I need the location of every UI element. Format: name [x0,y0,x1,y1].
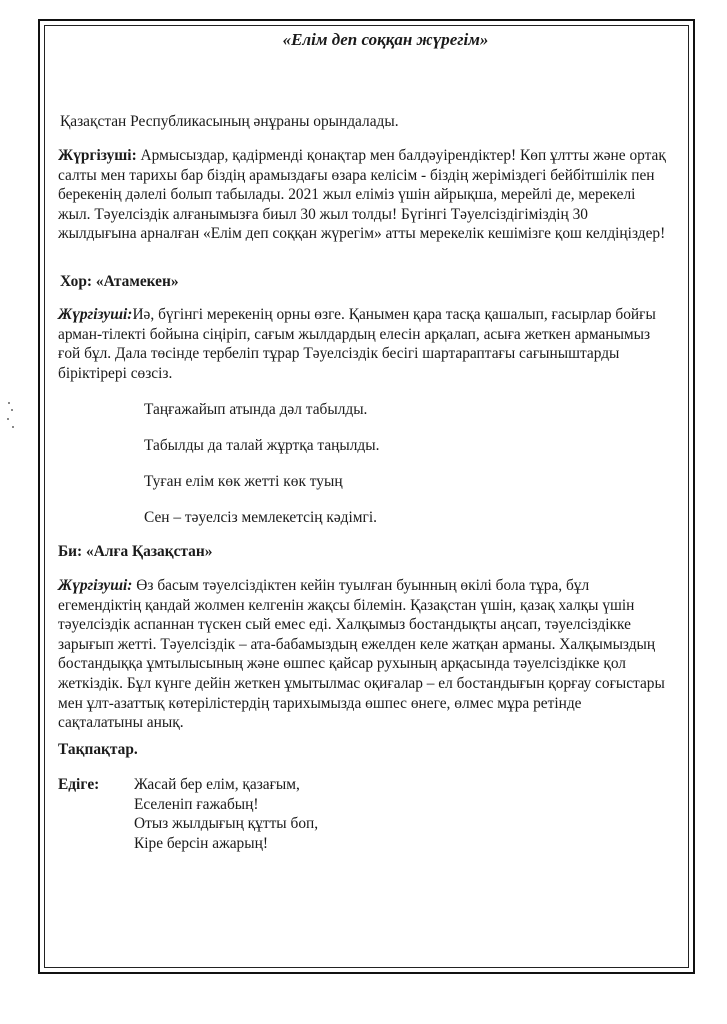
document-body [58,30,673,852]
verse-line: Туған елім көк жетті көк туың [144,473,343,490]
document-title: «Елім деп соққан жүрегім» [282,30,489,49]
speech-text: Иә, бүгінгі мерекенің орны өзге. Қанымен қара тасқа қашалып, ғасырлар бойғы арман-тілекті бойына сіңіріп, сағым жылдардың елесін арқалап, асыға жеткен арманымыз ғой бұл. Дала төсінде тербеліп тұрар Тәуелсіздік бесігі шартараптағы сағыныштарды біріктірері сөзсіз. [58,306,656,382]
poem-speaker-label: Едігe: [58,776,100,793]
poem-line: Кіре берсін ажарың! [134,834,268,852]
verse-line: Сен – тәуелсіз мемлекетсің кәдімгі. [144,509,377,526]
speaker-label: Жүргізуші: [58,147,137,164]
choir-label: Хор: «Атамекен» [60,273,179,290]
taqpaq-heading: Тақпақтар. [58,741,138,758]
scan-margin-marks [6,400,16,440]
speaker-label: Жүргізуші: [58,577,133,594]
poem-line: Отыз жылдығың құтты боп, [134,815,319,833]
speech-2 [58,305,668,383]
speech-text: Өз басым тәуелсіздіктен кейін туылған буынның өкілі бола тұра, бұл егемендіктің қандай жолмен келгенін жақсы білемін. Қазақстан үшін, қазақ халқы үшін тәуелсіздік аспаннан түскен сый емес еді. Халқымыз бостандықты аңсап, тәуелсіздікке зарығып жетті. Тәуелсіздік – ата-бабамыздың ежелден келе жатқан арманы. Халқымыздың бостандыққа ұмтылысының және өшпес қайсар рухының арқасында тәуелсіздікке қол жеткіздік. Бұл күнге дейін жеткен ұмытылмас оқиғалар – ел бостандығын қорғау соғыстары мен ұлт-азаттық көтерілістердің тарихымызда өшпес өнеге, өлмес мұра ретінде сақталатыны анық. [58,577,665,732]
anthem-line: Қазақстан Республикасының әнұраны орындалады. [60,113,399,130]
verse-line: Таңғажайып атында дәл табылды. [144,401,368,418]
speaker-label: Жүргізуші: [58,306,133,323]
verse-line: Табылды да талай жұртқа таңылды. [144,437,380,454]
poem-line: Еселеніп ғажабың! [134,795,259,813]
poem-lines [134,775,434,853]
poem-line: Жасай бер елім, қазағым, [134,776,300,793]
dance-label: Би: «Алға Қазақстан» [58,543,213,560]
speech-3 [58,576,668,733]
speech-text: Армысыздар, қадірменді қонақтар мен балдәуірендіктер! Көп ұлтты және ортақ салты мен тарихы бар біздің арамыздағы өзара келісім - біздің жеріміздегі бейбітшілік пен берекенің дәлелі болып табылады. 2021 жыл еліміз үшін айрықша, мерейлі де, мерекелі жыл. Тәуелсіздік алғанымызға биыл 30 жыл толды! Бүгінгі Тәуелсіздігіміздің 30 жылдығына арналған «Елім деп соққан жүрегім» атты мерекелік кешімізге қош келдіңіздер! [58,147,666,243]
speech-1 [58,146,668,244]
